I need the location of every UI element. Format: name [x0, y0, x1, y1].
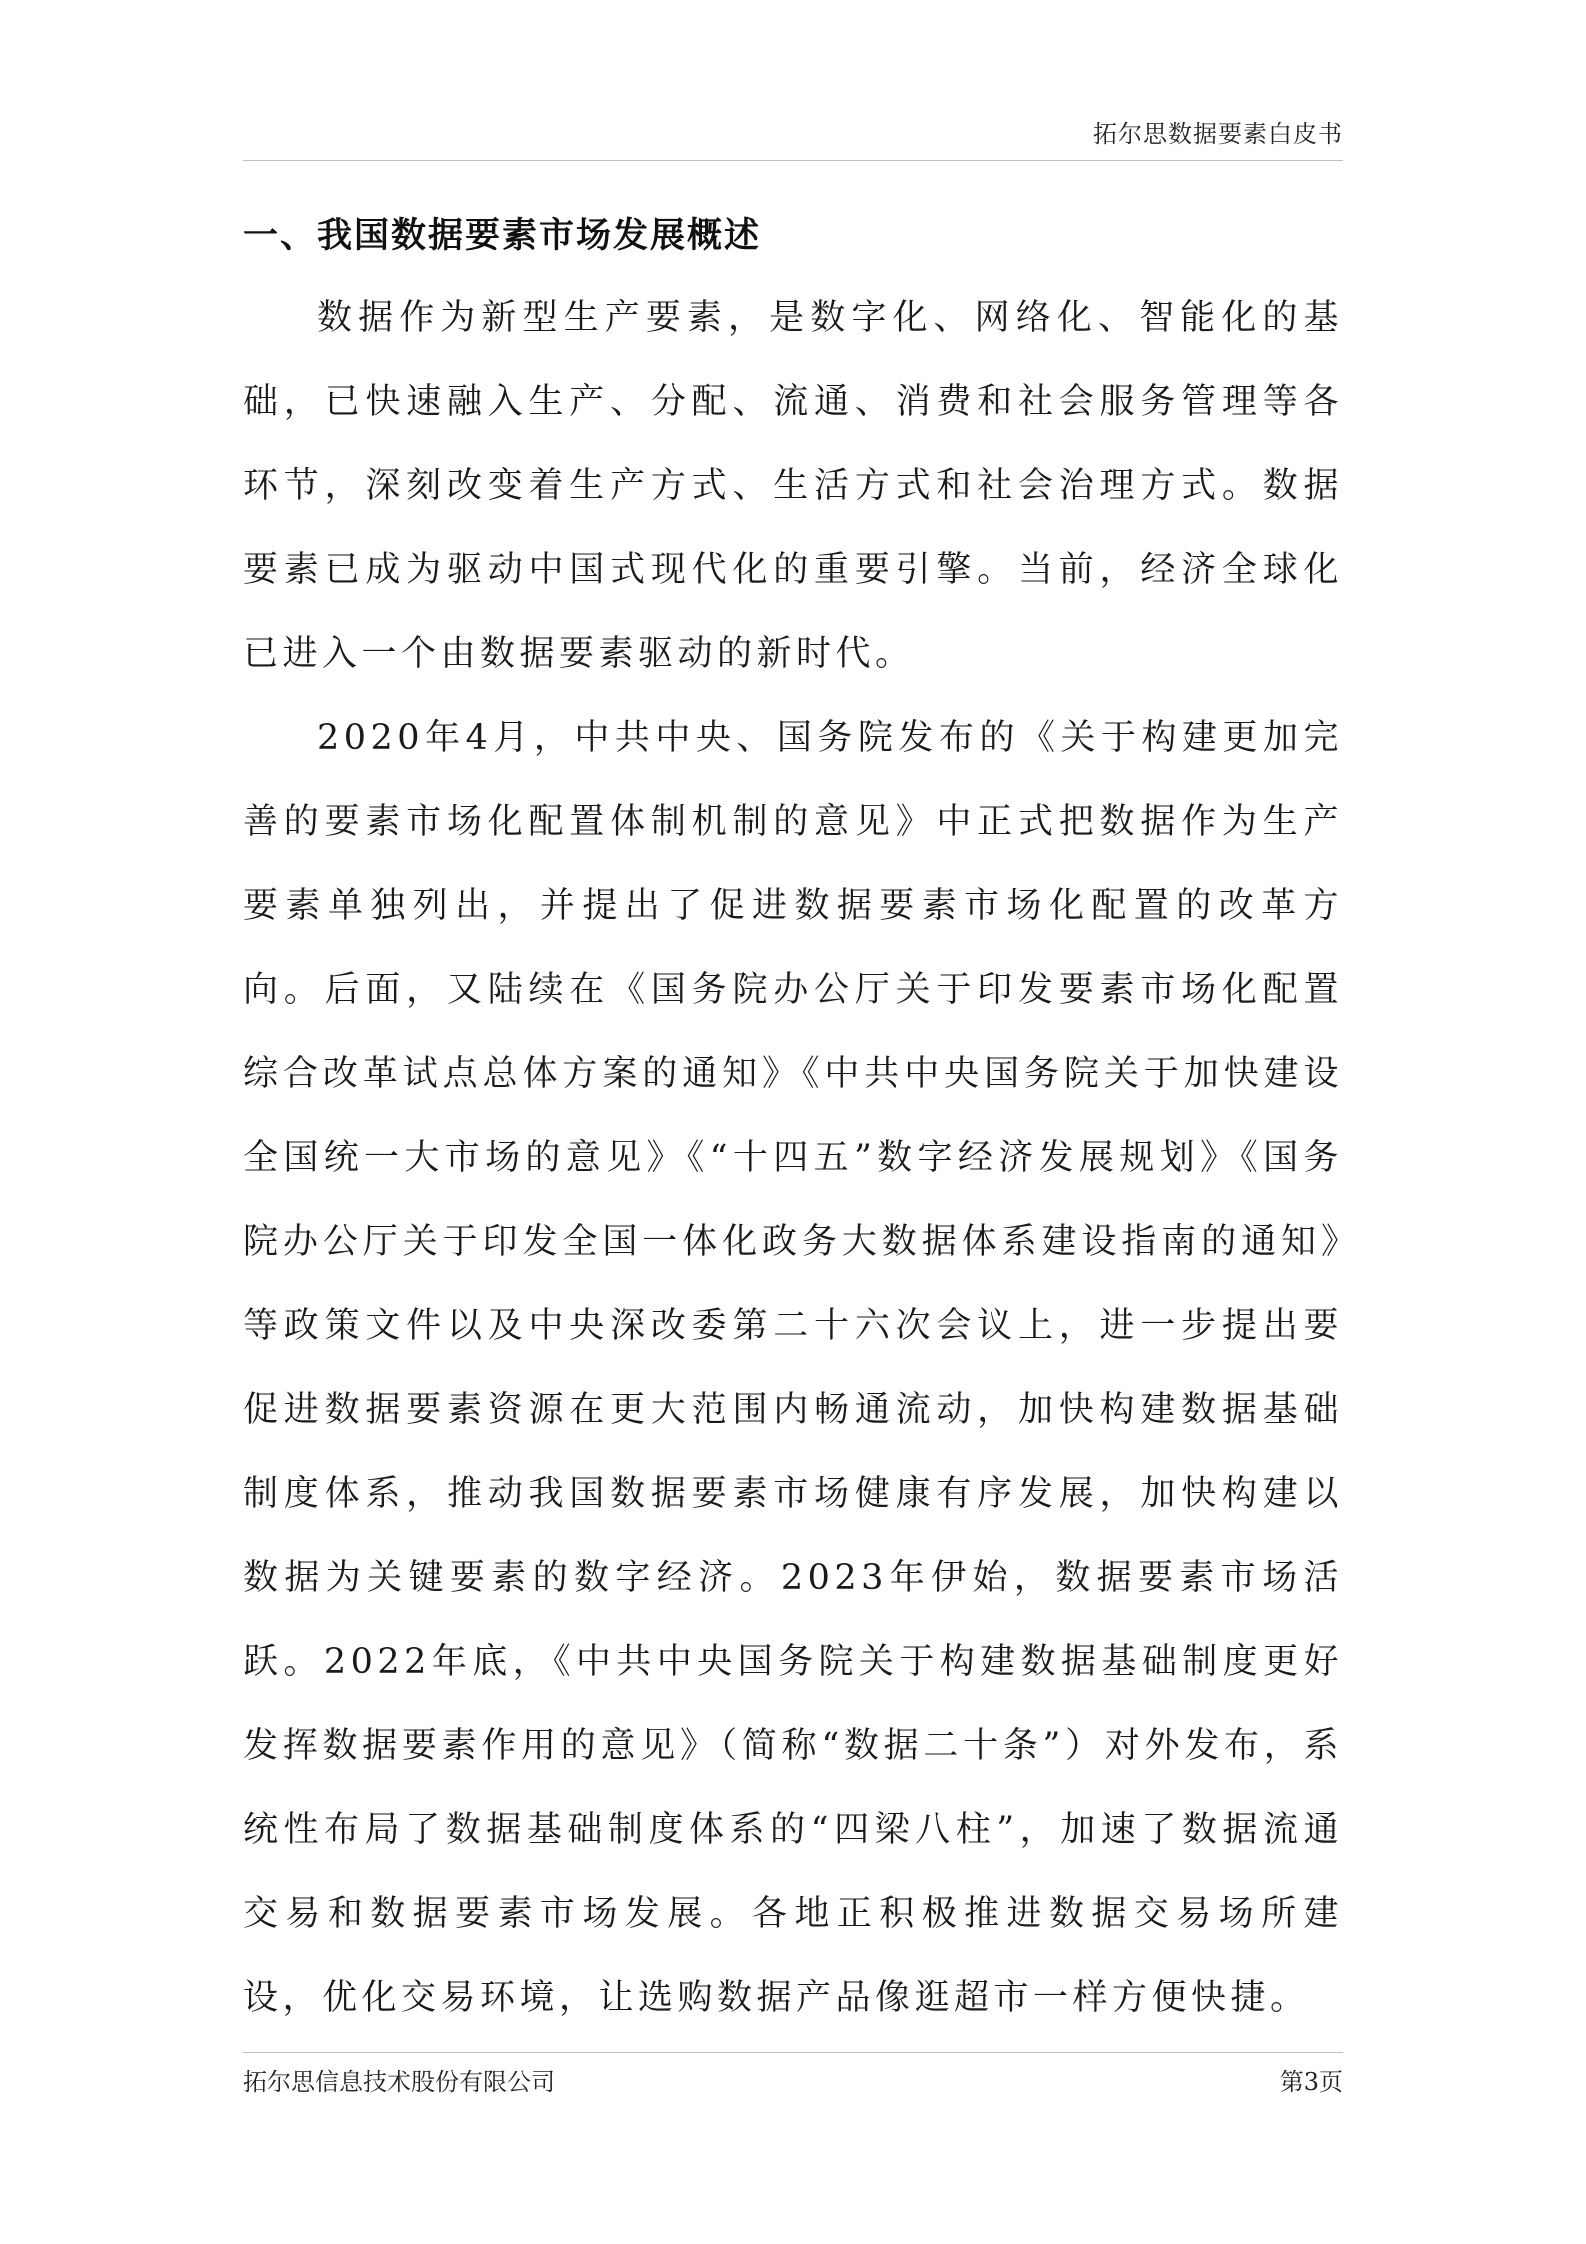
header-divider: [243, 160, 1343, 161]
paragraph-1: 数据作为新型生产要素，是数字化、网络化、智能化的基础，已快速融入生产、分配、流通、消费和社会服务管理等各环节，深刻改变着生产方式、生活方式和社会治理方式。数据要素已成为驱动中国式现代化的重要引擎。当前，经济全球化已进入一个由数据要素驱动的新时代。: [243, 298, 1343, 674]
running-header: 拓尔思数据要素白皮书: [1093, 120, 1343, 148]
footer-company: 拓尔思信息技术股份有限公司: [243, 2068, 555, 2096]
section-heading: 一、我国数据要素市场发展概述: [243, 215, 762, 256]
body-text: [243, 276, 1343, 2040]
page-number: 第3页: [1279, 2068, 1343, 2096]
paragraph-2: 2020年4月，中共中央、国务院发布的《关于构建更加完善的要素市场化配置体制机制的意见》中正式把数据作为生产要素单独列出，并提出了促进数据要素市场化配置的改革方向。后面，又陆续在《国务院办公厅关于印发要素市场化配置综合改革试点总体方案的通知》《中共中央国务院关于加快建设全国统一大市场的意见》《“十四五”数字经济发展规划》《国务院办公厅关于印发全国一体化政务大数据体系建设指南的通知》等政策文件以及中央深改委第二十六次会议上，进一步提出要促进数据要素资源在更大范围内畅通流动，加快构建数据基础制度体系，推动我国数据要素市场健康有序发展，加快构建以数据为关键要素的数字经济。2023年伊始，数据要素市场活跃。2022年底，《中共中央国务院关于构建数据基础制度更好发挥数据要素作用的意见》（简称“数据二十条”）对外发布，系统性布局了数据基础制度体系的“四梁八柱”，加速了数据流通交易和数据要素市场发展。各地正积极推进数据交易场所建设，优化交易环境，让选购数据产品像逛超市一样方便快捷。: [243, 718, 1343, 2018]
footer-divider: [243, 2052, 1343, 2053]
